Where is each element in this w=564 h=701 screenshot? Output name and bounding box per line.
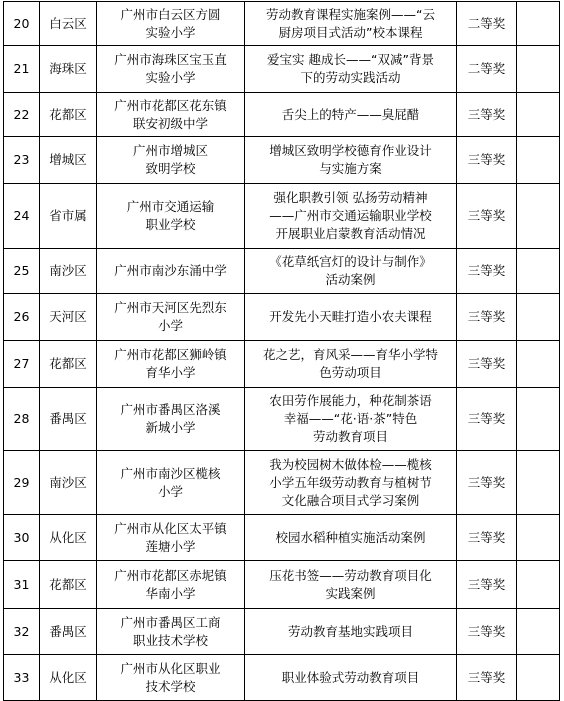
award-cell: 二等奖 — [457, 2, 517, 46]
project-title-cell: 压花书签——劳动教育项目化 实践案例 — [245, 561, 457, 609]
empty-cell — [517, 561, 560, 609]
empty-cell — [517, 294, 560, 341]
project-title-cell: 职业体验式劳动教育项目 — [245, 655, 457, 701]
row-number: 20 — [4, 2, 40, 46]
school-cell: 广州市从化区职业 技术学校 — [97, 655, 245, 701]
row-number: 33 — [4, 655, 40, 701]
row-number: 24 — [4, 184, 40, 249]
row-number: 22 — [4, 93, 40, 137]
award-cell: 三等奖 — [457, 341, 517, 388]
empty-cell — [517, 93, 560, 137]
school-cell: 广州市番禺区工商 职业技术学校 — [97, 609, 245, 655]
district-cell: 白云区 — [40, 2, 97, 46]
district-cell: 天河区 — [40, 294, 97, 341]
empty-cell — [517, 451, 560, 515]
award-cell: 三等奖 — [457, 184, 517, 249]
school-cell: 广州市番禺区洛溪 新城小学 — [97, 388, 245, 451]
empty-cell — [517, 137, 560, 184]
table-row — [4, 451, 560, 515]
row-number: 29 — [4, 451, 40, 515]
award-cell: 三等奖 — [457, 561, 517, 609]
empty-cell — [517, 655, 560, 701]
district-cell: 省市属 — [40, 184, 97, 249]
project-title-cell: 强化职教引领 弘扬劳动精神 ——广州市交通运输职业学校 开展职业启蒙教育活动情况 — [245, 184, 457, 249]
district-cell: 番禺区 — [40, 609, 97, 655]
project-title-cell: 劳动教育基地实践项目 — [245, 609, 457, 655]
row-number: 21 — [4, 46, 40, 93]
school-cell: 广州市交通运输 职业学校 — [97, 184, 245, 249]
table-row — [4, 294, 560, 341]
school-cell: 广州市花都区赤坭镇 华南小学 — [97, 561, 245, 609]
award-cell: 二等奖 — [457, 46, 517, 93]
row-number: 27 — [4, 341, 40, 388]
table-row — [4, 137, 560, 184]
award-cell: 三等奖 — [457, 137, 517, 184]
award-cell: 三等奖 — [457, 93, 517, 137]
project-title-cell: 增城区致明学校德育作业设计 与实施方案 — [245, 137, 457, 184]
table-row — [4, 249, 560, 294]
project-title-cell: 劳动教育课程实施案例——“云 厨房项目式活动”校本课程 — [245, 2, 457, 46]
table-row — [4, 184, 560, 249]
project-title-cell: 开发先小天畦打造小农夫课程 — [245, 294, 457, 341]
table-row — [4, 515, 560, 561]
school-cell: 广州市南沙区榄核 小学 — [97, 451, 245, 515]
award-cell: 三等奖 — [457, 451, 517, 515]
project-title-cell: 农田劳作展能力，种花制茶语 幸福——“花·语·茶”特色 劳动教育项目 — [245, 388, 457, 451]
row-number: 31 — [4, 561, 40, 609]
award-cell: 三等奖 — [457, 249, 517, 294]
school-cell: 广州市海珠区宝玉直 实验小学 — [97, 46, 245, 93]
empty-cell — [517, 184, 560, 249]
award-cell: 三等奖 — [457, 609, 517, 655]
row-number: 32 — [4, 609, 40, 655]
district-cell: 增城区 — [40, 137, 97, 184]
row-number: 28 — [4, 388, 40, 451]
district-cell: 番禺区 — [40, 388, 97, 451]
table-row — [4, 655, 560, 701]
table-row — [4, 93, 560, 137]
project-title-cell: 《花草纸宫灯的设计与制作》 活动案例 — [245, 249, 457, 294]
table-row — [4, 341, 560, 388]
district-cell: 南沙区 — [40, 249, 97, 294]
school-cell: 广州市花都区狮岭镇 育华小学 — [97, 341, 245, 388]
empty-cell — [517, 249, 560, 294]
project-title-cell: 爱宝实 趣成长——“双减”背景 下的劳动实践活动 — [245, 46, 457, 93]
district-cell: 花都区 — [40, 341, 97, 388]
district-cell: 花都区 — [40, 93, 97, 137]
project-title-cell: 我为校园树木做体检——榄核 小学五年级劳动教育与植树节 文化融合项目式学习案例 — [245, 451, 457, 515]
school-cell: 广州市天河区先烈东 小学 — [97, 294, 245, 341]
empty-cell — [517, 515, 560, 561]
district-cell: 南沙区 — [40, 451, 97, 515]
row-number: 23 — [4, 137, 40, 184]
district-cell: 从化区 — [40, 655, 97, 701]
project-title-cell: 校园水稻种植实施活动案例 — [245, 515, 457, 561]
table-row — [4, 609, 560, 655]
award-table — [3, 1, 560, 701]
award-table-body — [4, 2, 560, 701]
table-row — [4, 46, 560, 93]
empty-cell — [517, 609, 560, 655]
row-number: 26 — [4, 294, 40, 341]
award-cell: 三等奖 — [457, 294, 517, 341]
award-cell: 三等奖 — [457, 515, 517, 561]
district-cell: 花都区 — [40, 561, 97, 609]
empty-cell — [517, 2, 560, 46]
district-cell: 海珠区 — [40, 46, 97, 93]
award-cell: 三等奖 — [457, 388, 517, 451]
table-row — [4, 388, 560, 451]
school-cell: 广州市白云区方圆 实验小学 — [97, 2, 245, 46]
empty-cell — [517, 341, 560, 388]
district-cell: 从化区 — [40, 515, 97, 561]
table-row — [4, 2, 560, 46]
school-cell: 广州市花都区花东镇 联安初级中学 — [97, 93, 245, 137]
row-number: 25 — [4, 249, 40, 294]
row-number: 30 — [4, 515, 40, 561]
school-cell: 广州市南沙东涌中学 — [97, 249, 245, 294]
project-title-cell: 舌尖上的特产——臭屁醋 — [245, 93, 457, 137]
table-row — [4, 561, 560, 609]
school-cell: 广州市增城区 致明学校 — [97, 137, 245, 184]
award-cell: 三等奖 — [457, 655, 517, 701]
empty-cell — [517, 46, 560, 93]
empty-cell — [517, 388, 560, 451]
project-title-cell: 花之艺，育风采——育华小学特 色劳动项目 — [245, 341, 457, 388]
school-cell: 广州市从化区太平镇 莲塘小学 — [97, 515, 245, 561]
